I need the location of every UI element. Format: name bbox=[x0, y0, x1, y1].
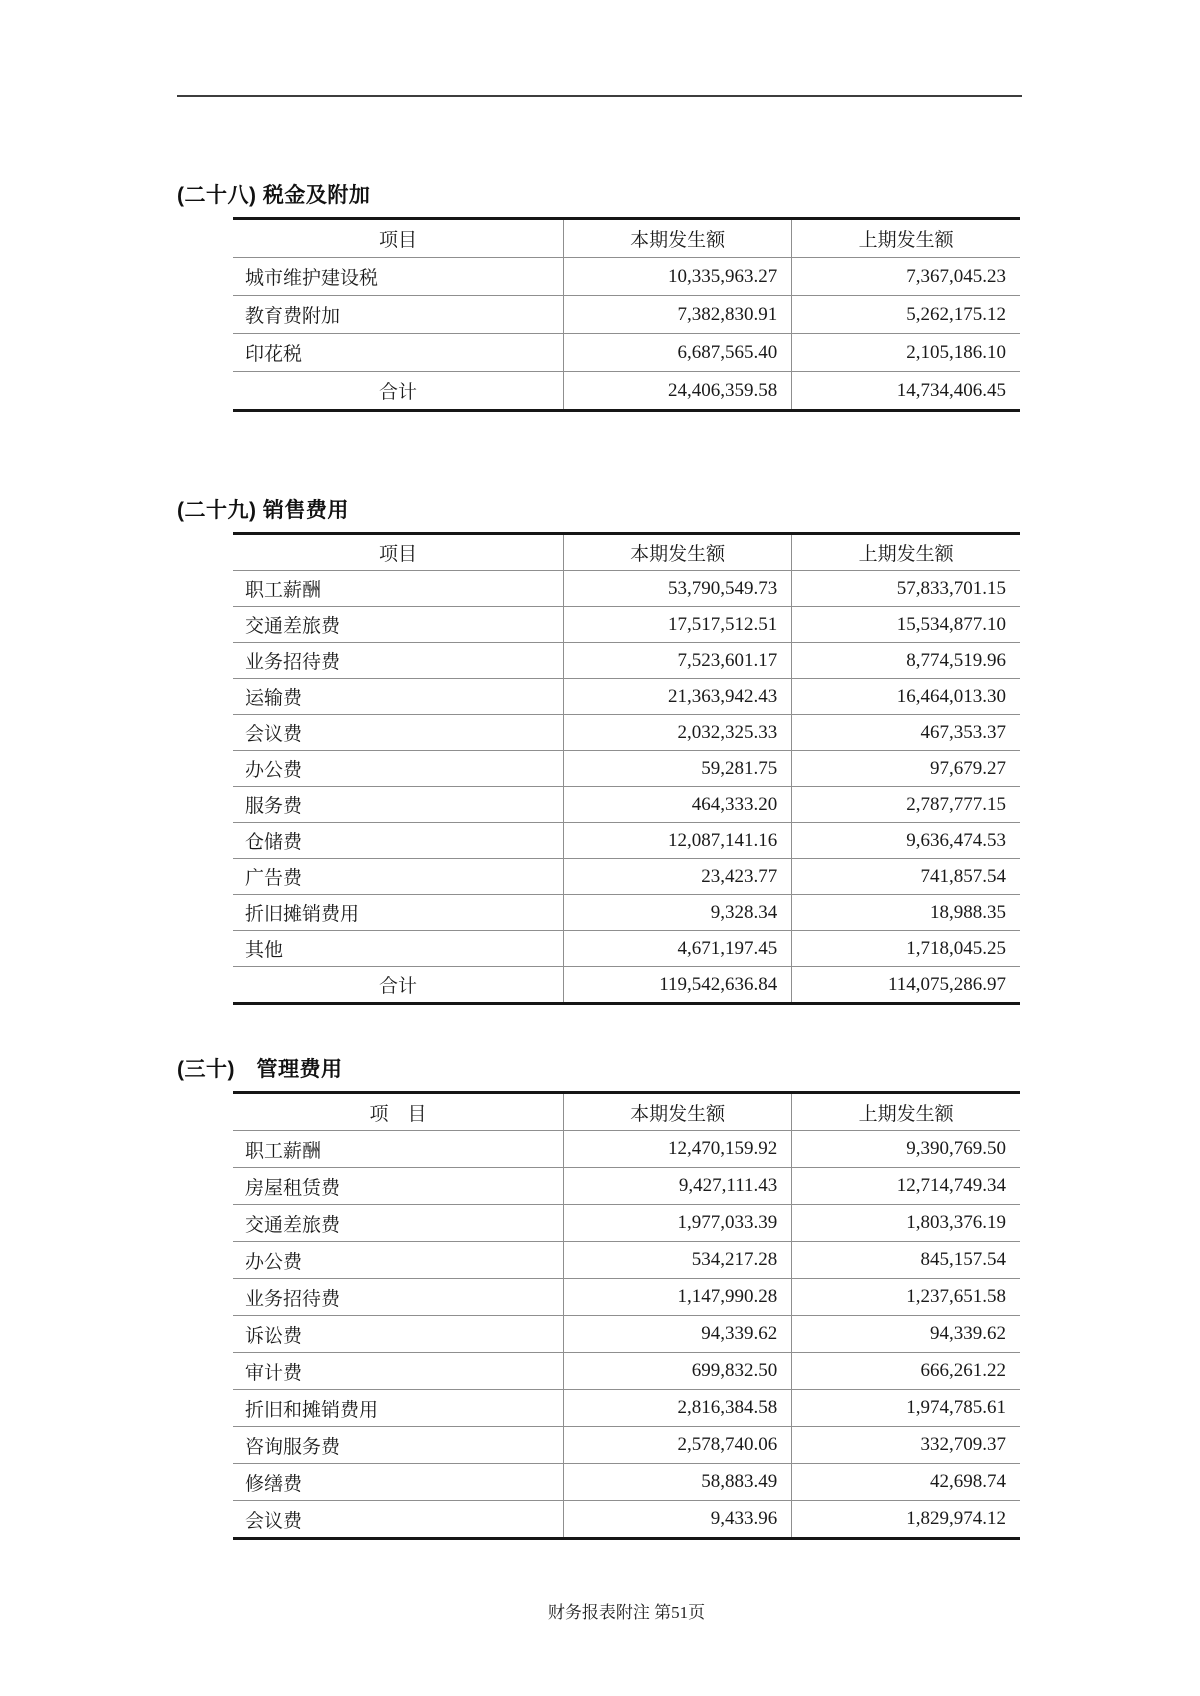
item-cell: 办公费 bbox=[245, 1251, 303, 1273]
table-row bbox=[233, 787, 1020, 823]
item-cell: 诉讼费 bbox=[245, 1325, 303, 1347]
current-amount-cell: 9,427,111.43 bbox=[564, 1168, 792, 1205]
item-cell: 广告费 bbox=[245, 868, 303, 889]
item-cell: 运输费 bbox=[245, 688, 303, 709]
item-cell: 仓储费 bbox=[245, 832, 303, 853]
table-header-row bbox=[233, 534, 1020, 571]
current-amount-cell: 21,363,942.43 bbox=[564, 679, 792, 715]
item-cell: 会议费 bbox=[245, 1510, 303, 1532]
current-amount-cell: 12,470,159.92 bbox=[564, 1131, 792, 1168]
section-admin-expenses bbox=[177, 1057, 1022, 1540]
table-taxes-and-surcharges bbox=[233, 217, 1020, 412]
table-row bbox=[233, 1390, 1020, 1427]
prior-amount-cell: 15,534,877.10 bbox=[792, 607, 1020, 643]
prior-amount-cell: 9,390,769.50 bbox=[792, 1131, 1020, 1168]
table-row bbox=[233, 334, 1020, 372]
table-slot bbox=[233, 532, 1022, 1005]
item-cell: 咨询服务费 bbox=[245, 1436, 341, 1458]
total-prior-cell: 114,075,286.97 bbox=[792, 967, 1020, 1004]
table-header-row bbox=[233, 1093, 1020, 1131]
current-amount-cell: 58,883.49 bbox=[564, 1464, 792, 1501]
item-cell: 交通差旅费 bbox=[245, 1214, 341, 1236]
total-current-cell: 24,406,359.58 bbox=[564, 372, 792, 411]
total-prior-cell: 14,734,406.45 bbox=[792, 372, 1020, 411]
table-selling-expenses bbox=[233, 532, 1020, 1005]
table-row bbox=[233, 1205, 1020, 1242]
prior-amount-cell: 94,339.62 bbox=[792, 1316, 1020, 1353]
current-amount-cell: 23,423.77 bbox=[564, 859, 792, 895]
current-amount-cell: 7,382,830.91 bbox=[564, 296, 792, 334]
total-row bbox=[233, 967, 1020, 1004]
current-amount-cell: 464,333.20 bbox=[564, 787, 792, 823]
current-amount-cell: 17,517,512.51 bbox=[564, 607, 792, 643]
item-cell: 其他 bbox=[245, 940, 284, 961]
current-amount-cell: 534,217.28 bbox=[564, 1242, 792, 1279]
table-row bbox=[233, 751, 1020, 787]
item-cell: 修缮费 bbox=[245, 1473, 303, 1495]
table-row bbox=[233, 859, 1020, 895]
header-rule bbox=[177, 95, 1022, 97]
item-cell: 业务招待费 bbox=[245, 1288, 341, 1310]
table-row bbox=[233, 258, 1020, 296]
table-row bbox=[233, 1131, 1020, 1168]
prior-amount-cell: 7,367,045.23 bbox=[792, 258, 1020, 296]
table-row bbox=[233, 1501, 1020, 1539]
prior-amount-cell: 1,718,045.25 bbox=[792, 931, 1020, 967]
item-cell: 办公费 bbox=[245, 760, 303, 781]
table-row bbox=[233, 1168, 1020, 1205]
table-row bbox=[233, 823, 1020, 859]
current-amount-cell: 9,328.34 bbox=[564, 895, 792, 931]
item-cell: 房屋租赁费 bbox=[245, 1177, 341, 1199]
table-row bbox=[233, 643, 1020, 679]
prior-amount-cell: 2,105,186.10 bbox=[792, 334, 1020, 372]
table-admin-expenses bbox=[233, 1091, 1020, 1540]
item-cell: 教育费附加 bbox=[245, 306, 341, 327]
current-amount-cell: 10,335,963.27 bbox=[564, 258, 792, 296]
current-amount-cell: 699,832.50 bbox=[564, 1353, 792, 1390]
total-row bbox=[233, 372, 1020, 411]
header-current-cell: 本期发生额 bbox=[564, 219, 792, 258]
prior-amount-cell: 18,988.35 bbox=[792, 895, 1020, 931]
current-amount-cell: 6,687,565.40 bbox=[564, 334, 792, 372]
header-prior-cell: 上期发生额 bbox=[792, 1093, 1020, 1131]
prior-amount-cell: 741,857.54 bbox=[792, 859, 1020, 895]
item-cell: 城市维护建设税 bbox=[245, 268, 379, 289]
header-item-cell: 项目 bbox=[379, 230, 418, 251]
prior-amount-cell: 42,698.74 bbox=[792, 1464, 1020, 1501]
item-cell: 印花税 bbox=[245, 344, 303, 365]
prior-amount-cell: 5,262,175.12 bbox=[792, 296, 1020, 334]
item-cell: 审计费 bbox=[245, 1362, 303, 1384]
current-amount-cell: 59,281.75 bbox=[564, 751, 792, 787]
prior-amount-cell: 666,261.22 bbox=[792, 1353, 1020, 1390]
table-row bbox=[233, 895, 1020, 931]
table-row bbox=[233, 679, 1020, 715]
header-current-cell: 本期发生额 bbox=[564, 1093, 792, 1131]
section-taxes-and-surcharges bbox=[177, 183, 1022, 412]
prior-amount-cell: 467,353.37 bbox=[792, 715, 1020, 751]
item-cell: 折旧摊销费用 bbox=[245, 904, 360, 925]
prior-amount-cell: 97,679.27 bbox=[792, 751, 1020, 787]
item-cell: 职工薪酬 bbox=[245, 1140, 322, 1162]
table-row bbox=[233, 1353, 1020, 1390]
prior-amount-cell: 9,636,474.53 bbox=[792, 823, 1020, 859]
page-footer: 财务报表附注 第51页 bbox=[547, 1603, 706, 1622]
current-amount-cell: 1,147,990.28 bbox=[564, 1279, 792, 1316]
section-title: (二十八) 税金及附加 bbox=[177, 184, 371, 207]
table-row bbox=[233, 296, 1020, 334]
item-cell: 业务招待费 bbox=[245, 652, 341, 673]
table-row bbox=[233, 1242, 1020, 1279]
table-row bbox=[233, 607, 1020, 643]
header-prior-cell: 上期发生额 bbox=[792, 534, 1020, 571]
table-row bbox=[233, 715, 1020, 751]
total-label-cell: 合计 bbox=[379, 976, 418, 997]
prior-amount-cell: 845,157.54 bbox=[792, 1242, 1020, 1279]
table-row bbox=[233, 931, 1020, 967]
item-cell: 职工薪酬 bbox=[245, 580, 322, 601]
table-row bbox=[233, 1316, 1020, 1353]
table-row bbox=[233, 1427, 1020, 1464]
table-slot bbox=[233, 217, 1022, 412]
prior-amount-cell: 16,464,013.30 bbox=[792, 679, 1020, 715]
prior-amount-cell: 57,833,701.15 bbox=[792, 571, 1020, 607]
current-amount-cell: 94,339.62 bbox=[564, 1316, 792, 1353]
header-item-cell: 项 目 bbox=[369, 1103, 427, 1125]
item-cell: 交通差旅费 bbox=[245, 616, 341, 637]
item-cell: 折旧和摊销费用 bbox=[245, 1399, 379, 1421]
prior-amount-cell: 1,803,376.19 bbox=[792, 1205, 1020, 1242]
header-prior-cell: 上期发生额 bbox=[792, 219, 1020, 258]
total-current-cell: 119,542,636.84 bbox=[564, 967, 792, 1004]
current-amount-cell: 12,087,141.16 bbox=[564, 823, 792, 859]
prior-amount-cell: 12,714,749.34 bbox=[792, 1168, 1020, 1205]
section-title: (三十) 管理费用 bbox=[177, 1058, 343, 1081]
total-label-cell: 合计 bbox=[379, 382, 418, 403]
current-amount-cell: 4,671,197.45 bbox=[564, 931, 792, 967]
prior-amount-cell: 1,829,974.12 bbox=[792, 1501, 1020, 1539]
header-item-cell: 项目 bbox=[379, 544, 418, 565]
current-amount-cell: 2,816,384.58 bbox=[564, 1390, 792, 1427]
table-slot bbox=[233, 1091, 1022, 1540]
header-current-cell: 本期发生额 bbox=[564, 534, 792, 571]
prior-amount-cell: 8,774,519.96 bbox=[792, 643, 1020, 679]
current-amount-cell: 9,433.96 bbox=[564, 1501, 792, 1539]
table-row bbox=[233, 1279, 1020, 1316]
prior-amount-cell: 332,709.37 bbox=[792, 1427, 1020, 1464]
current-amount-cell: 2,578,740.06 bbox=[564, 1427, 792, 1464]
item-cell: 服务费 bbox=[245, 796, 303, 817]
table-row bbox=[233, 571, 1020, 607]
current-amount-cell: 1,977,033.39 bbox=[564, 1205, 792, 1242]
current-amount-cell: 2,032,325.33 bbox=[564, 715, 792, 751]
item-cell: 会议费 bbox=[245, 724, 303, 745]
prior-amount-cell: 1,974,785.61 bbox=[792, 1390, 1020, 1427]
table-row bbox=[233, 1464, 1020, 1501]
section-selling-expenses bbox=[177, 498, 1022, 1005]
prior-amount-cell: 2,787,777.15 bbox=[792, 787, 1020, 823]
section-title: (二十九) 销售费用 bbox=[177, 499, 349, 522]
table-header-row bbox=[233, 219, 1020, 258]
current-amount-cell: 53,790,549.73 bbox=[564, 571, 792, 607]
prior-amount-cell: 1,237,651.58 bbox=[792, 1279, 1020, 1316]
current-amount-cell: 7,523,601.17 bbox=[564, 643, 792, 679]
